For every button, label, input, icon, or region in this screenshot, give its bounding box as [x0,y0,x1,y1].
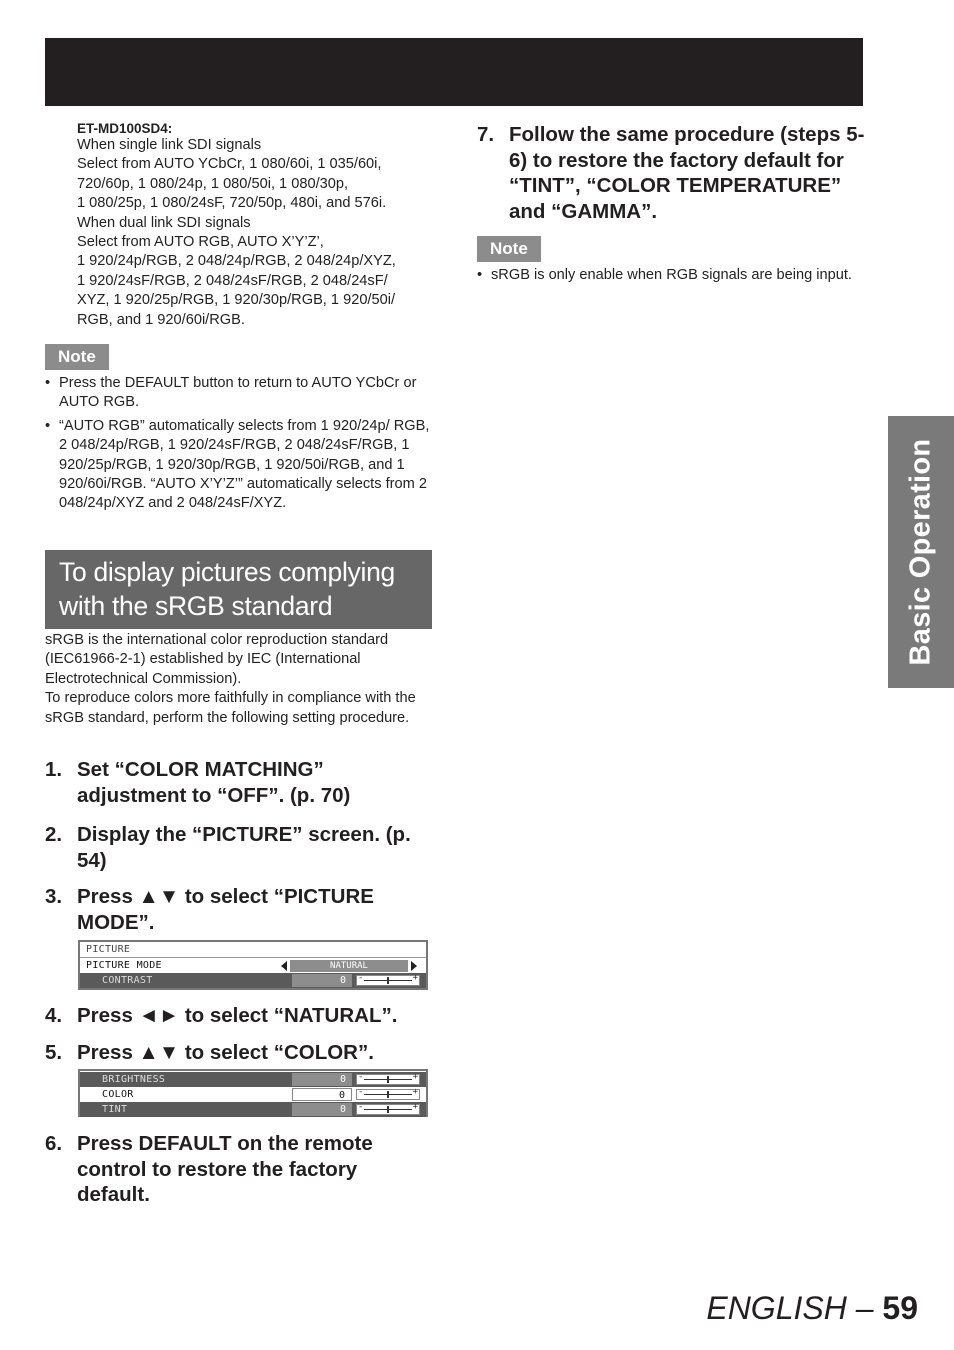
step-2 [45,822,435,873]
step-4 [45,1003,435,1029]
model-line: 720/60p, 1 080/24p, 1 080/50i, 1 080/30p, [77,175,349,192]
brightness-slider: - + [356,1074,420,1085]
note-item: • Press the DEFAULT button to return to AUTO YCbCr or AUTO RGB. [45,374,435,413]
menu-row-value: 0 [292,974,352,987]
section-title-line: with the sRGB standard [59,591,333,621]
step-number: 5. [45,1041,63,1064]
model-block [77,121,442,330]
note-list [45,374,435,514]
side-tab-basic-operation [888,416,954,688]
section-title-line: To display pictures complying [59,557,395,587]
step-number: 6. [45,1132,63,1155]
section-heading [45,550,432,629]
menu-row-contrast [80,973,426,988]
model-line: When dual link SDI signals [77,214,251,231]
note-section-left [45,344,435,518]
menu-row-value: 0 [292,1088,352,1101]
step-number: 4. [45,1004,63,1027]
step-3 [45,884,435,935]
menu-row-label: COLOR [102,1089,134,1100]
step-text: Press DEFAULT on the remote control to restore the factory default. [77,1132,373,1206]
color-menu-screenshot [78,1069,428,1117]
model-line: 1 080/25p, 1 080/24sF, 720/50p, 480i, and 576i. [77,195,387,212]
picture-menu-screenshot [78,940,428,990]
color-slider: - + [356,1089,420,1100]
note-list [477,266,857,285]
menu-row-picture-mode [80,958,426,973]
step-number: 1. [45,758,63,781]
page-number-value: 59 [882,1290,918,1326]
page-number [706,1290,918,1327]
menu-row-label: CONTRAST [102,975,153,986]
step-number: 2. [45,823,63,846]
model-line: 1 920/24sF/RGB, 2 048/24sF/RGB, 2 048/24sF/ [77,272,388,289]
note-badge: Note [45,344,109,370]
side-tab-label: Basic Operation [904,438,937,666]
step-number: 3. [45,885,63,908]
right-arrow-icon [411,961,417,971]
model-line: 1 920/24p/RGB, 2 048/24p/RGB, 2 048/24p/XYZ, [77,253,396,270]
menu-row-brightness [80,1072,426,1087]
page-dash: – [846,1290,883,1326]
step-text: Display the “PICTURE” screen. (p. 54) [77,823,411,872]
menu-row-value: 0 [292,1103,352,1116]
tint-slider: - + [356,1104,420,1115]
note-item: • sRGB is only enable when RGB signals are being input. [477,266,857,285]
step-1 [45,757,435,808]
intro-text [45,631,437,728]
note-item: • “AUTO RGB” automatically selects from 1 920/24p/ RGB, 2 048/24p/RGB, 1 920/24sF/RGB, 2 048/24sF/RGB, 1 920/25p/RGB, 1 920/30p/RGB, 1 920/50i/RGB, and 1 920/60i/RGB. “AUTO X’Y’Z’” automatically selects from 2 048/24p/XYZ and 2 048/24sF/XYZ. [45,417,435,514]
menu-header [80,942,426,958]
model-name: ET-MD100SD4: [77,121,173,136]
contrast-slider: - + [356,975,420,986]
step-text: Press ◄► to select “NATURAL”. [77,1004,398,1027]
picture-mode-selector [278,960,420,972]
step-text: Press ▲▼ to select “COLOR”. [77,1041,374,1064]
model-description [77,136,442,330]
menu-header-label: PICTURE [86,944,131,955]
step-text: Press ▲▼ to select “PICTURE MODE”. [77,885,374,934]
note-badge: Note [477,236,541,262]
step-6 [45,1131,435,1208]
note-section-right [477,236,857,289]
menu-row-color [80,1087,426,1102]
language-label: ENGLISH [706,1290,847,1326]
menu-row-label: PICTURE MODE [86,960,162,971]
menu-row-label: BRIGHTNESS [102,1074,166,1085]
step-number: 7. [477,123,495,146]
step-text: Set “COLOR MATCHING” adjustment to “OFF”. (p. 70) [77,758,351,807]
step-5 [45,1040,435,1066]
step-text: Follow the same procedure (steps 5-6) to restore the factory default for “TINT”, “COLOR TEMPERATURE” and “GAMMA”. [509,123,865,223]
model-line: When single link SDI signals [77,137,262,153]
model-line: XYZ, 1 920/25p/RGB, 1 920/30p/RGB, 1 920/50i/ [77,292,396,309]
model-line: RGB, and 1 920/60i/RGB. [77,311,245,328]
header-bar [45,38,863,106]
left-arrow-icon [281,961,287,971]
menu-row-value: 0 [292,1073,352,1086]
picture-mode-value: NATURAL [290,960,408,972]
intro-paragraph: sRGB is the international color reproduction standard (IEC61966-2-1) established by IEC (International Electrotechnical Commission). [45,632,389,687]
intro-paragraph: To reproduce colors more faithfully in compliance with the sRGB standard, perform the following setting procedure. [45,690,416,726]
step-7 [477,122,867,224]
menu-row-label: TINT [102,1104,128,1115]
menu-row-tint [80,1102,426,1117]
model-line: Select from AUTO RGB, AUTO X’Y’Z’, [77,234,324,251]
model-line: Select from AUTO YCbCr, 1 080/60i, 1 035/60i, [77,156,382,173]
